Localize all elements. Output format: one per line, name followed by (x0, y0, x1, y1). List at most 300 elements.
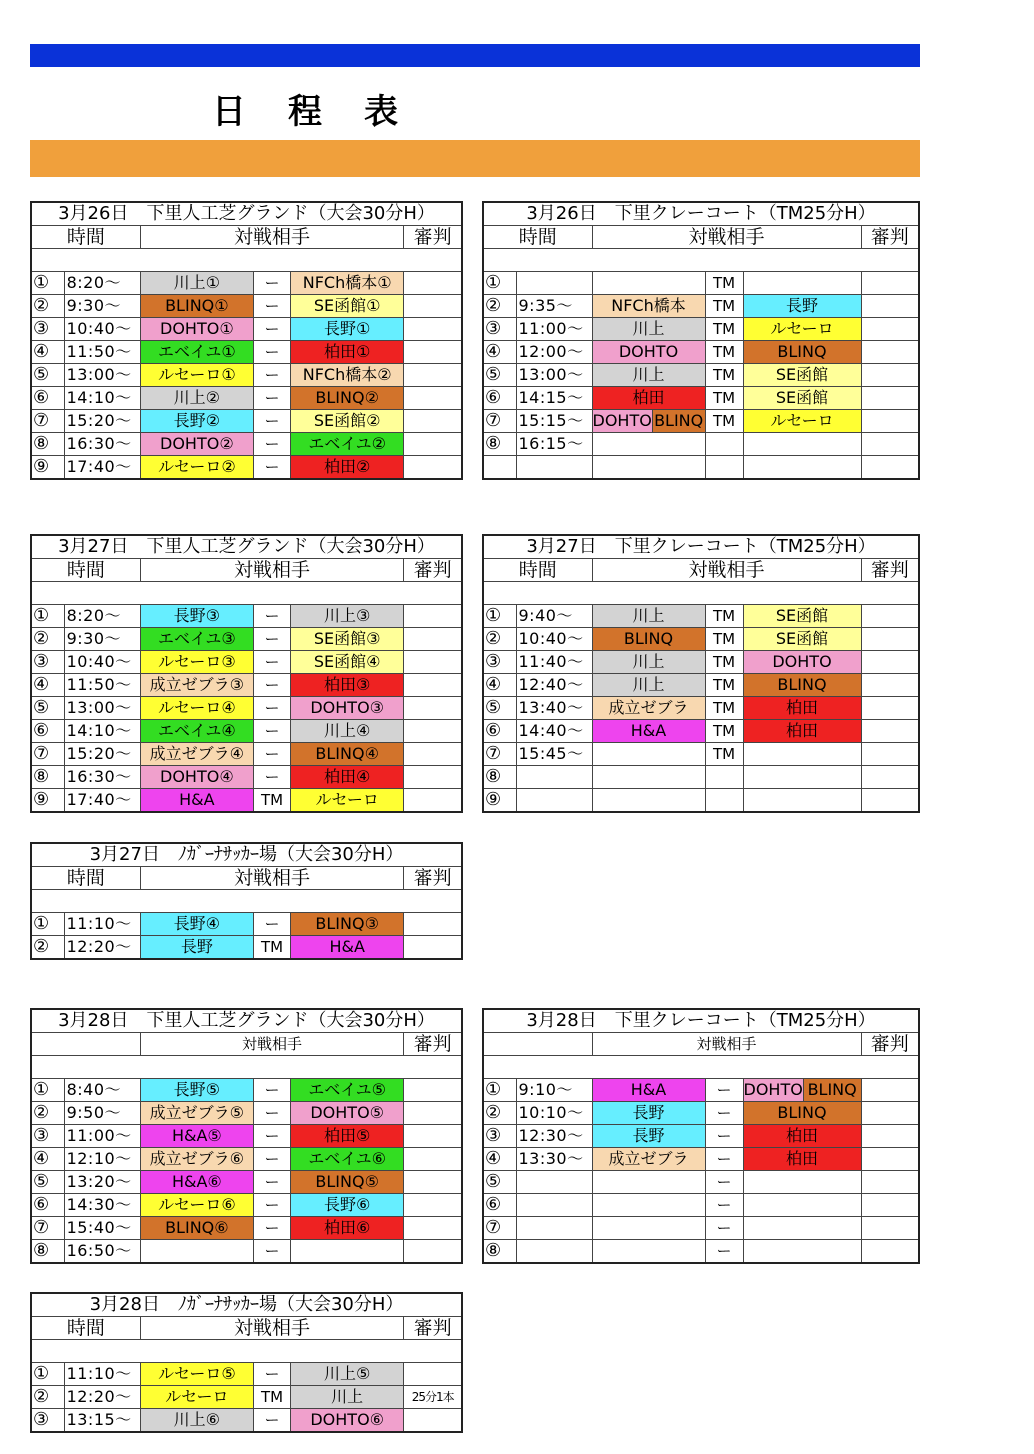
referee-cell (861, 674, 919, 697)
team-cell (592, 674, 705, 697)
versus-separator: ー (705, 1240, 743, 1264)
team-name: エベイユ⑥ (308, 1149, 387, 1168)
match-time (516, 1217, 592, 1240)
team-cell (743, 1079, 861, 1102)
table-row (483, 318, 919, 341)
team-name: DOHTO⑤ (310, 1103, 384, 1122)
table-row (31, 766, 462, 789)
team-cell (592, 1217, 705, 1240)
team-cell (291, 743, 404, 766)
team-name: 長野⑤ (173, 1080, 221, 1099)
match-time: 17:40～ (64, 789, 140, 813)
team-cell (743, 1217, 861, 1240)
table-row (483, 743, 919, 766)
team-name: 成立ゼブラ③ (149, 675, 245, 694)
referee-cell (404, 628, 462, 651)
team-name: 川上 (632, 365, 665, 384)
split-team-cell (593, 410, 705, 432)
team-cell (291, 1194, 404, 1217)
versus-separator: TM (705, 341, 743, 364)
match-time: 14:15～ (516, 387, 592, 410)
table-row (483, 766, 919, 789)
referee-cell (404, 697, 462, 720)
team-name: エベイユ④ (157, 721, 236, 740)
team-cell (592, 341, 705, 364)
match-number: ② (31, 628, 64, 651)
match-time: 13:00～ (64, 364, 140, 387)
team-name: DOHTO③ (310, 698, 384, 717)
referee-cell (404, 387, 462, 410)
team-cell (743, 341, 861, 364)
blank-row (483, 249, 919, 272)
header-time: 時間 (483, 226, 592, 249)
match-time: 11:00～ (64, 1125, 140, 1148)
header-referee: 審判 (861, 559, 919, 582)
referee-cell (404, 1409, 462, 1433)
team-name: DOHTO (743, 1080, 803, 1099)
team-cell (592, 1102, 705, 1125)
team-name: 川上 (632, 319, 665, 338)
match-time: 9:30～ (64, 295, 140, 318)
table-row (31, 743, 462, 766)
versus-separator: TM (705, 387, 743, 410)
team-cell (291, 272, 404, 295)
versus-separator: ー (253, 341, 290, 364)
team-cell (140, 1125, 253, 1148)
referee-cell (404, 1079, 462, 1102)
team-cell (743, 674, 861, 697)
team-name: SE函館② (313, 411, 381, 430)
match-number: ⑤ (483, 364, 516, 387)
team-cell (592, 364, 705, 387)
team-name: BLINQ⑤ (315, 1172, 379, 1191)
team-cell (140, 1386, 253, 1409)
match-time: 8:40～ (64, 1079, 140, 1102)
team-name: 長野⑥ (323, 1195, 371, 1214)
team-name: ルセーロ⑤ (157, 1364, 236, 1383)
team-name: 柏田 (785, 1149, 818, 1168)
match-number: ⑥ (31, 1194, 64, 1217)
referee-cell (861, 1079, 919, 1102)
team-cell (592, 456, 705, 480)
table-title: 3月27日 ﾉｶﾞｰﾅｻｯｶｰ場（大会30分H） (31, 843, 462, 867)
match-number: ① (31, 1079, 64, 1102)
referee-cell (861, 697, 919, 720)
header-match: 対戦相手 (592, 226, 861, 249)
team-cell (140, 433, 253, 456)
table-title: 3月26日 下里人工芝グランド（大会30分H） (31, 202, 462, 226)
header-match: 対戦相手 (140, 226, 404, 249)
match-time: 16:30～ (64, 433, 140, 456)
team-cell (291, 318, 404, 341)
referee-cell (861, 341, 919, 364)
team-name: NFCh橋本 (611, 296, 686, 315)
referee-cell (861, 789, 919, 813)
referee-cell (861, 1171, 919, 1194)
team-cell (291, 1148, 404, 1171)
header-match: 対戦相手 (140, 559, 404, 582)
referee-cell (404, 605, 462, 628)
team-name: DOHTO (618, 342, 679, 361)
team-name: NFCh橋本① (302, 273, 392, 292)
match-number: ⑥ (483, 720, 516, 743)
match-time: 16:15～ (516, 433, 592, 456)
table-row (483, 410, 919, 433)
team-name: 柏田② (323, 457, 371, 476)
referee-cell (861, 628, 919, 651)
team-name: 成立ゼブラ⑤ (149, 1103, 245, 1122)
match-number: ⑦ (31, 1217, 64, 1240)
table-row (483, 272, 919, 295)
referee-cell (404, 720, 462, 743)
match-number: ④ (31, 1148, 64, 1171)
versus-separator: ー (253, 720, 290, 743)
match-number: ④ (31, 674, 64, 697)
match-number: ④ (483, 1148, 516, 1171)
team-cell (592, 387, 705, 410)
team-cell (291, 1171, 404, 1194)
versus-separator: TM (705, 651, 743, 674)
team-name: エベイユ③ (157, 629, 236, 648)
table-title: 3月26日 下里クレーコート（TM25分H） (483, 202, 919, 226)
table-row (31, 1240, 462, 1264)
team-cell (291, 1409, 404, 1433)
team-name: 柏田 (632, 388, 665, 407)
schedule-table (30, 842, 463, 960)
referee-cell (404, 1240, 462, 1264)
team-cell (592, 1148, 705, 1171)
section-color-band (30, 140, 920, 177)
referee-cell (404, 1148, 462, 1171)
table-row (483, 295, 919, 318)
team-name: 柏田① (323, 342, 371, 361)
table-row (31, 433, 462, 456)
team-name: 長野 (632, 1126, 665, 1145)
match-number: ⑧ (31, 433, 64, 456)
versus-separator: ー (253, 628, 290, 651)
team-cell (291, 456, 404, 480)
match-time: 12:00～ (516, 341, 592, 364)
table-row (483, 628, 919, 651)
team-cell (743, 720, 861, 743)
match-time: 14:10～ (64, 387, 140, 410)
referee-cell (404, 789, 462, 813)
team-name: H&A⑥ (171, 1172, 222, 1191)
team-cell (140, 674, 253, 697)
table-title: 3月27日 下里人工芝グランド（大会30分H） (31, 535, 462, 559)
referee-cell (404, 341, 462, 364)
team-cell (291, 766, 404, 789)
match-number: ⑤ (483, 1171, 516, 1194)
team-name: H&A (179, 790, 215, 809)
match-number: ① (483, 1079, 516, 1102)
referee-cell (861, 364, 919, 387)
header-referee: 審判 (404, 867, 462, 890)
team-name: 柏田 (785, 698, 818, 717)
referee-cell (404, 743, 462, 766)
team-name: 成立ゼブラ (608, 1149, 689, 1168)
table-row (31, 1148, 462, 1171)
match-number: ② (31, 295, 64, 318)
team-cell (291, 387, 404, 410)
team-cell (592, 766, 705, 789)
versus-separator: ー (253, 605, 290, 628)
team-cell (140, 1194, 253, 1217)
versus-separator: TM (253, 1386, 290, 1409)
versus-separator: TM (705, 720, 743, 743)
table-title: 3月28日 下里クレーコート（TM25分H） (483, 1009, 919, 1033)
team-cell (592, 743, 705, 766)
team-cell (140, 456, 253, 480)
team-name: BLINQ② (315, 388, 379, 407)
match-time (516, 766, 592, 789)
top-color-bar (30, 44, 920, 67)
team-cell (140, 720, 253, 743)
team-cell (592, 789, 705, 813)
team-cell (140, 766, 253, 789)
team-cell (291, 1363, 404, 1386)
versus-separator: TM (705, 697, 743, 720)
team-cell (743, 318, 861, 341)
table-row (31, 410, 462, 433)
match-time: 10:40～ (64, 651, 140, 674)
match-number: ⑨ (31, 789, 64, 813)
match-time: 10:40～ (64, 318, 140, 341)
match-time: 12:30～ (516, 1125, 592, 1148)
team-name: BLINQ (777, 342, 827, 361)
match-time: 14:40～ (516, 720, 592, 743)
team-cell (140, 651, 253, 674)
team-name: BLINQ (777, 1103, 827, 1122)
match-number: ① (483, 605, 516, 628)
team-cell (592, 1171, 705, 1194)
team-cell (291, 1217, 404, 1240)
table-row (31, 341, 462, 364)
versus-separator: ー (705, 1079, 743, 1102)
match-time: 13:15～ (64, 1409, 140, 1433)
table-row (31, 1079, 462, 1102)
team-cell (140, 1217, 253, 1240)
team-name: 川上⑥ (173, 1410, 221, 1429)
versus-separator: ー (253, 433, 290, 456)
team-name: 柏田⑥ (323, 1218, 371, 1237)
referee-cell (861, 1102, 919, 1125)
team-name: ルセーロ④ (157, 698, 236, 717)
team-cell (140, 341, 253, 364)
table-row (483, 651, 919, 674)
referee-cell (404, 433, 462, 456)
match-number: ⑧ (483, 1240, 516, 1264)
team-cell (291, 364, 404, 387)
table-row (483, 387, 919, 410)
team-cell (592, 651, 705, 674)
match-time (516, 456, 592, 480)
team-name: 長野② (173, 411, 221, 430)
team-name: H&A (630, 1080, 667, 1099)
match-time: 9:50～ (64, 1102, 140, 1125)
team-name: 柏田 (785, 721, 818, 740)
table-row (483, 720, 919, 743)
team-cell (743, 410, 861, 433)
team-name: SE函館 (775, 606, 829, 625)
match-number: ② (31, 1386, 64, 1409)
team-cell (291, 1386, 404, 1409)
match-time (516, 1194, 592, 1217)
versus-separator: ー (705, 1171, 743, 1194)
team-name: 川上④ (323, 721, 371, 740)
match-number: ⑨ (31, 456, 64, 480)
team-name: SE函館 (775, 629, 829, 648)
team-cell (291, 697, 404, 720)
match-time: 11:40～ (516, 651, 592, 674)
team-name: DOHTO (772, 652, 832, 671)
team-name: 成立ゼブラ④ (149, 744, 245, 763)
match-time: 15:15～ (516, 410, 592, 433)
referee-cell (861, 318, 919, 341)
team-name: エベイユ⑤ (308, 1080, 387, 1099)
blank-row (31, 890, 462, 913)
header-referee: 審判 (404, 559, 462, 582)
team-cell (743, 743, 861, 766)
referee-cell (404, 364, 462, 387)
table-row (31, 913, 462, 936)
table-row (31, 720, 462, 743)
team-cell (592, 410, 705, 433)
page-title: 日 程 表 (212, 92, 402, 132)
versus-separator: ー (253, 1409, 290, 1433)
match-number: ⑨ (483, 789, 516, 813)
versus-separator: TM (253, 789, 290, 813)
team-name: 柏田④ (323, 767, 371, 786)
match-number: ② (483, 1102, 516, 1125)
match-time: 16:30～ (64, 766, 140, 789)
referee-cell (861, 295, 919, 318)
versus-separator: ー (253, 318, 290, 341)
match-number: ⑦ (31, 743, 64, 766)
table-row (31, 387, 462, 410)
referee-cell (861, 651, 919, 674)
versus-separator: ー (253, 364, 290, 387)
versus-separator: ー (253, 697, 290, 720)
team-name: 川上③ (323, 606, 371, 625)
team-cell (140, 1102, 253, 1125)
header-time (31, 1033, 140, 1056)
team-name: ルセーロ (770, 411, 834, 430)
team-cell (140, 1409, 253, 1433)
header-time (483, 1033, 592, 1056)
versus-separator (705, 789, 743, 813)
header-match: 対戦相手 (592, 559, 861, 582)
team-cell (743, 1125, 861, 1148)
match-number: ⑧ (31, 1240, 64, 1264)
table-row (31, 456, 462, 480)
team-name: 長野③ (173, 606, 221, 625)
header-referee: 審判 (861, 226, 919, 249)
match-number: ① (31, 1363, 64, 1386)
team-name: H&A (630, 721, 667, 740)
match-number (483, 456, 516, 480)
team-name: BLINQ③ (315, 914, 379, 933)
blank-row (31, 249, 462, 272)
table-row (483, 341, 919, 364)
team-cell (743, 1194, 861, 1217)
schedule-table (482, 201, 920, 480)
team-cell (140, 295, 253, 318)
team-cell (291, 789, 404, 813)
team-cell (140, 628, 253, 651)
team-name: 川上⑤ (323, 1364, 371, 1383)
match-time: 11:50～ (64, 674, 140, 697)
header-time: 時間 (31, 1317, 140, 1340)
team-name: BLINQ④ (315, 744, 379, 763)
match-number: ③ (483, 651, 516, 674)
team-name: 成立ゼブラ (608, 698, 689, 717)
table-row (483, 789, 919, 813)
team-cell (592, 1125, 705, 1148)
schedule-table (30, 1008, 463, 1264)
team-name: 川上 (632, 652, 665, 671)
match-time: 8:20～ (64, 272, 140, 295)
team-cell (743, 605, 861, 628)
match-number: ① (31, 913, 64, 936)
table-row (483, 1102, 919, 1125)
match-time: 9:35～ (516, 295, 592, 318)
match-time: 8:20～ (64, 605, 140, 628)
team-name: ルセーロ (770, 319, 834, 338)
team-cell (743, 456, 861, 480)
team-cell (743, 272, 861, 295)
team-cell (592, 605, 705, 628)
match-number: ⑤ (31, 364, 64, 387)
referee-cell (861, 272, 919, 295)
match-time: 11:00～ (516, 318, 592, 341)
team-cell (140, 410, 253, 433)
schedule-table (30, 201, 463, 480)
team-cell (140, 387, 253, 410)
team-name: BLINQ (803, 1079, 861, 1101)
referee-cell (404, 651, 462, 674)
match-time: 13:30～ (516, 1148, 592, 1171)
table-row (31, 318, 462, 341)
referee-cell (861, 1125, 919, 1148)
match-time: 13:20～ (64, 1171, 140, 1194)
table-row (483, 1125, 919, 1148)
team-name: ルセーロ① (157, 365, 236, 384)
blank-row (31, 1340, 462, 1363)
match-time: 11:10～ (64, 913, 140, 936)
match-number: ⑥ (483, 387, 516, 410)
referee-cell (404, 766, 462, 789)
team-cell (140, 1363, 253, 1386)
schedule-table (482, 534, 920, 813)
team-cell (140, 1079, 253, 1102)
versus-separator: ー (253, 272, 290, 295)
versus-separator: ー (253, 410, 290, 433)
versus-separator: TM (705, 295, 743, 318)
table-row (483, 1240, 919, 1264)
team-cell (140, 789, 253, 813)
table-row (31, 674, 462, 697)
versus-separator: ー (253, 913, 290, 936)
team-cell (291, 651, 404, 674)
team-name: ルセーロ② (157, 457, 236, 476)
header-referee: 審判 (861, 1033, 919, 1056)
team-cell (291, 936, 404, 960)
team-cell (592, 1079, 705, 1102)
referee-cell (861, 605, 919, 628)
team-cell (140, 272, 253, 295)
versus-separator: ー (253, 674, 290, 697)
